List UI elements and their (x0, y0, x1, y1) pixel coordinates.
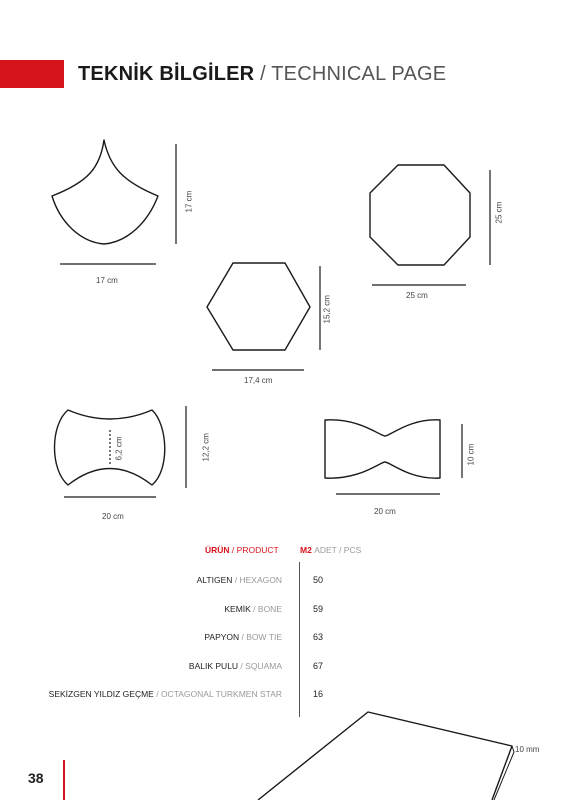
page-number-rule (63, 760, 65, 800)
bowtie-width-label: 20 cm (374, 507, 396, 516)
title-turkish: TEKNİK BİLGİLER (78, 63, 255, 85)
bone-width-label: 20 cm (102, 512, 124, 521)
bone-height-label: 12,2 cm (201, 433, 211, 462)
table-row: BALIK PULU / SQUAMA (188, 661, 282, 671)
squama-width-label: 17 cm (96, 276, 118, 285)
table-row-value: 67 (313, 661, 324, 671)
title-separator: / (254, 63, 272, 85)
table-header-product: ÜRÜN / PRODUCT (205, 545, 279, 555)
table-divider (299, 562, 300, 717)
table-header-quantity: M2 ADET / PCS (300, 545, 362, 555)
squama-shape (52, 140, 158, 244)
hexagon-width-label: 17,4 cm (244, 376, 273, 385)
table-row-value: 16 (313, 689, 324, 699)
table-row: ALTIGEN / HEXAGON (196, 575, 282, 585)
octagon-height-label: 25 cm (494, 201, 504, 224)
octagon-width-label: 25 cm (406, 291, 428, 300)
bowtie-shape (325, 420, 440, 478)
table-row: KEMİK / BONE (224, 604, 282, 614)
table-row-value: 59 (313, 604, 324, 614)
page-number: 38 (28, 770, 44, 786)
hexagon-shape (207, 263, 310, 350)
bone-inner-label: 6,2 cm (114, 436, 124, 461)
title-english: TECHNICAL PAGE (271, 63, 447, 85)
slab-thickness-label: 10 mm (515, 745, 540, 754)
slab-shape (258, 712, 512, 800)
squama-height-label: 17 cm (184, 190, 194, 213)
hexagon-height-label: 15,2 cm (322, 295, 332, 324)
octagon-shape (370, 165, 470, 265)
bowtie-height-label: 10 cm (466, 443, 476, 466)
table-row: SEKİZGEN YILDIZ GEÇME / OCTAGONAL TURKMEN STAR (48, 689, 282, 699)
table-row-value: 50 (313, 575, 324, 585)
table-row: PAPYON / BOW TIE (204, 632, 282, 642)
table-row-value: 63 (313, 632, 324, 642)
